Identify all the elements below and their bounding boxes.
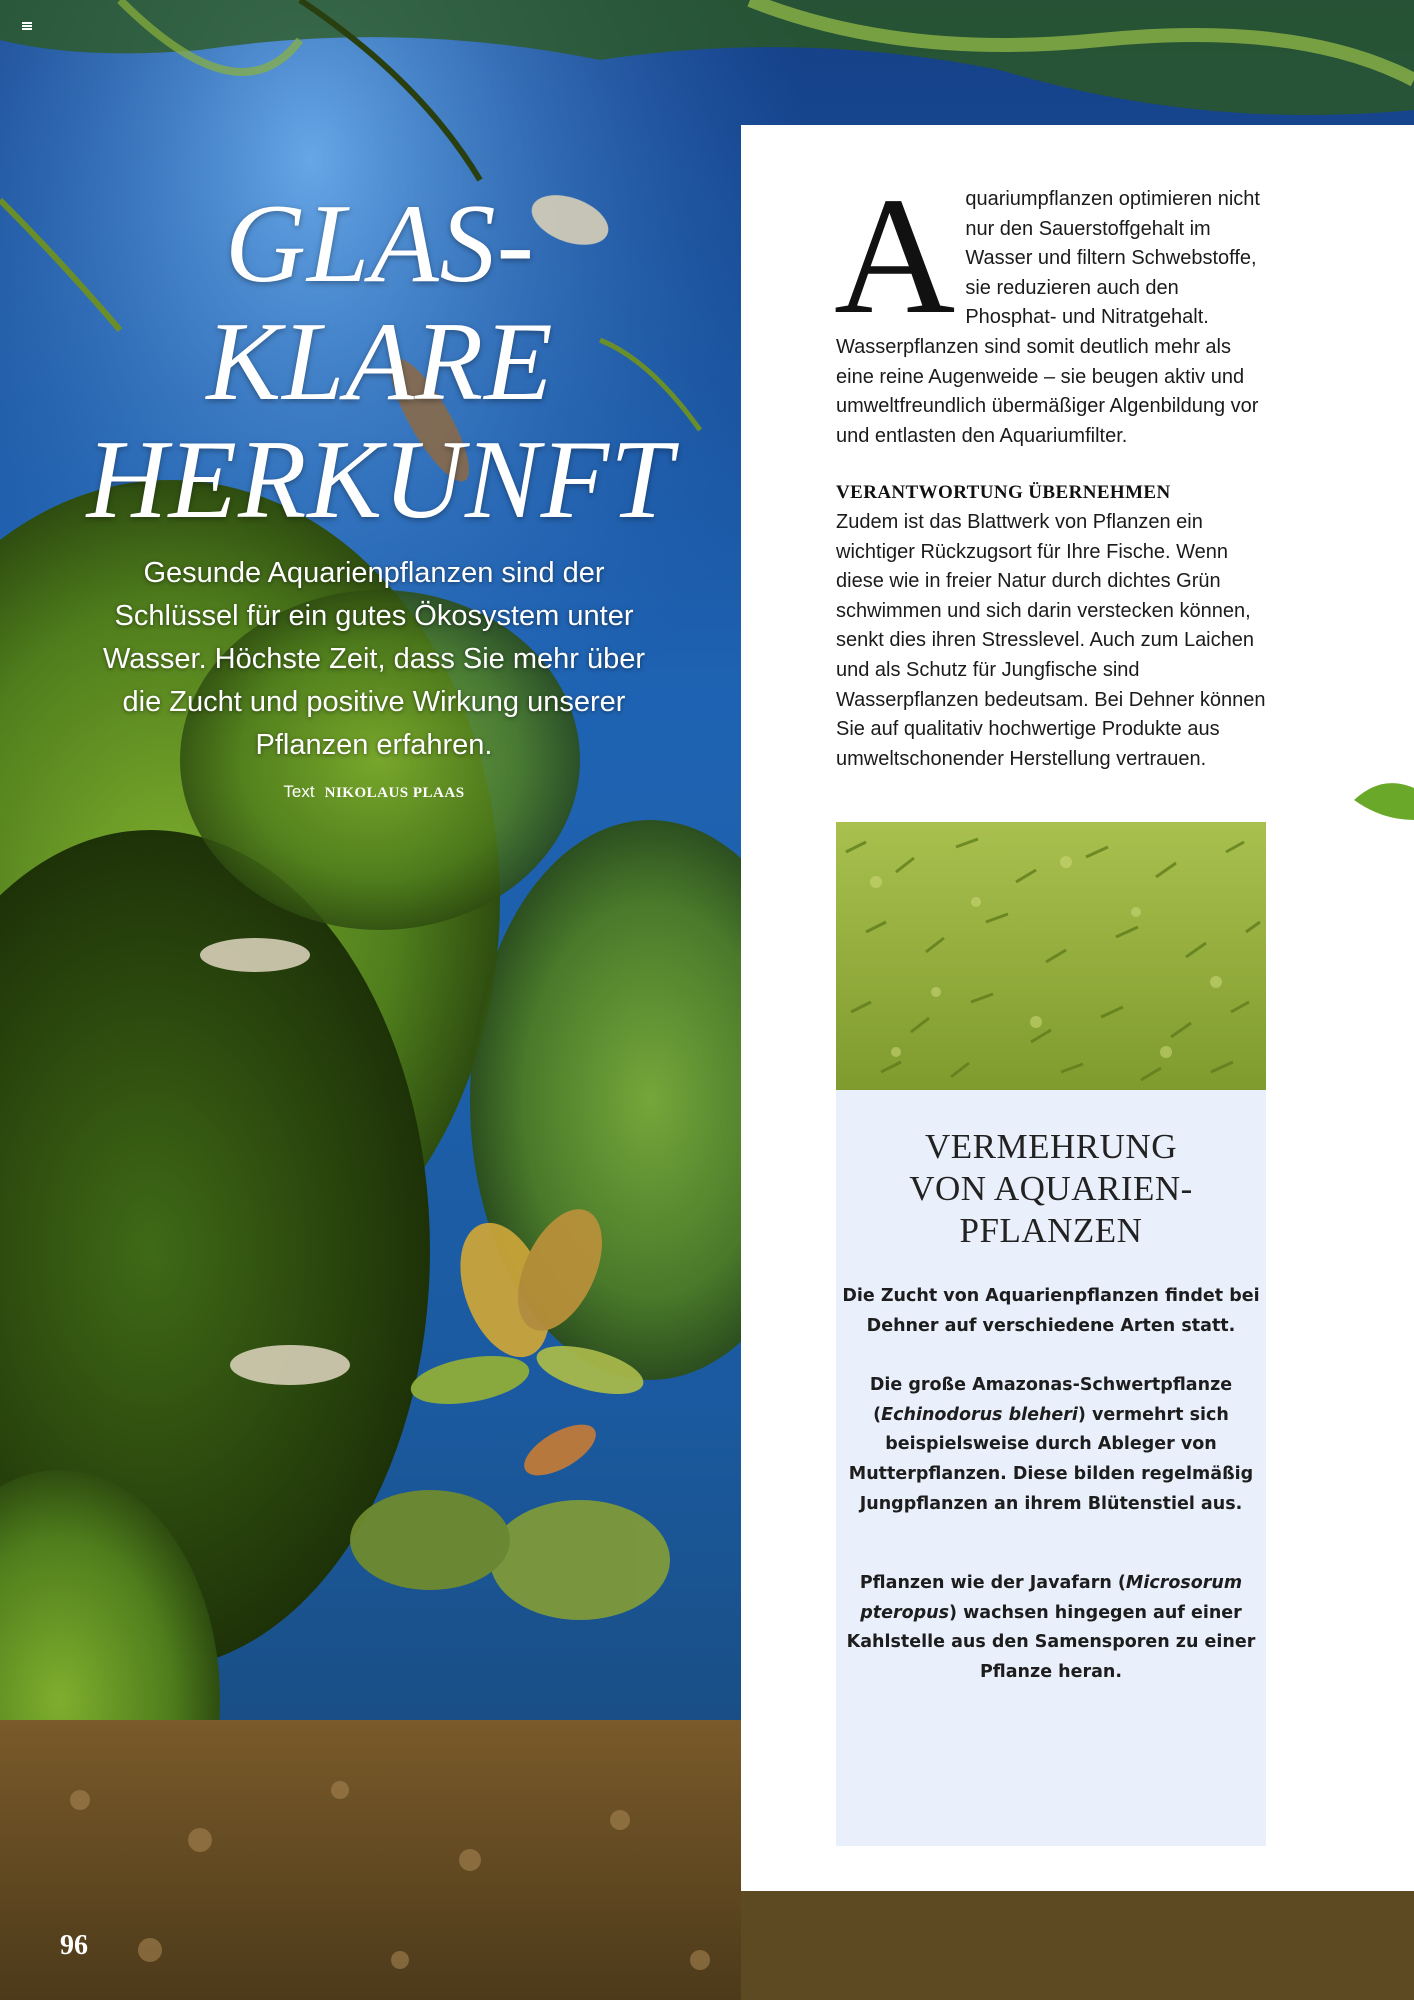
info-box-title-line: PFLANZEN [959,1211,1143,1250]
info-paragraph [836,1371,1266,1519]
info-paragraph: Die Zucht von Aquarienpflanzen findet bei Dehner auf verschiedene Arten statt. [842,1286,1260,1336]
headline-line: GLAS- [225,182,535,306]
byline [100,782,648,802]
intro-paragraph: quariumpflanzen optimieren nicht nur den Sauerstoffgehalt im Wasser und filtern Schwebstoffe, sie reduzieren auch den Phosphat- und Nitratgehalt. Wasserpflanzen sind somit deutlich mehr als eine reine Augenweide – sie beugen aktiv und umweltfreundlich übermäßiger Algenbildung vor und entlasten den Aquariumfilter. [836,188,1260,447]
info-text: Pflanzen wie der Javafarn ( [859,1573,1126,1594]
article-intro [834,163,1266,451]
lead-paragraph: Gesunde Aquarienpflanzen sind der Schlüssel für ein gutes Ökosystem unter Wasser. Höchste Zeit, dass Sie mehr über die Zucht und positive Wirkung unserer Pflanzen erfahren. [102,557,646,761]
page-number: 96 [60,1930,88,1961]
species-name: Echinodorus bleheri [881,1404,1078,1425]
moss-photo [836,822,1266,1090]
menu-icon[interactable] [22,22,32,30]
section-heading: VERANTWORTUNG ÜBERNEHMEN [836,482,1171,503]
info-box [836,1090,1266,1846]
byline-label: Text [283,782,315,801]
info-box-title-line: VERMEHRUNG [925,1127,1177,1166]
info-text: Die große Amazonas-Schwertpflanze ( [869,1375,1233,1425]
species-name: Microsorum pteropus [860,1573,1243,1623]
headline [60,182,700,542]
byline-author: NIKOLAUS PLAAS [324,785,465,801]
info-text: ) vermehrt sich beispielsweise durch Ableger von Mutterpflanzen. Diese bilden regelmäßig Jungpflanzen an ihrem Blütenstiel aus. [848,1404,1254,1514]
headline-line: KLARE [206,300,554,424]
info-paragraph [836,1569,1266,1687]
drop-cap: A [834,163,956,349]
info-box-title-line: VON AQUARIEN- [909,1169,1193,1208]
info-text: ) wachsen hingegen auf einer Kahlstelle aus den Samensporen zu einer Pflanze heran. [846,1602,1256,1682]
article-section [836,478,1266,774]
section-paragraph: Zudem ist das Blattwerk von Pflanzen ein wichtiger Rückzugsort für Ihre Fische. Wenn diese wie in freier Natur durch dichtes Grün schwimmen und sich darin verstecken können, senkt dies ihren Stresslevel. Auch zum Laichen und als Schutz für Jungfische sind Wasserpflanzen bedeutsam. Bei Dehner können Sie auf qualitativ hochwertige Produkte aus umweltschonender Herstellung vertrauen. [836,511,1266,770]
info-box-title [836,1126,1266,1252]
headline-line: HERKUNFT [86,418,674,542]
leaf-decoration [1352,780,1414,830]
